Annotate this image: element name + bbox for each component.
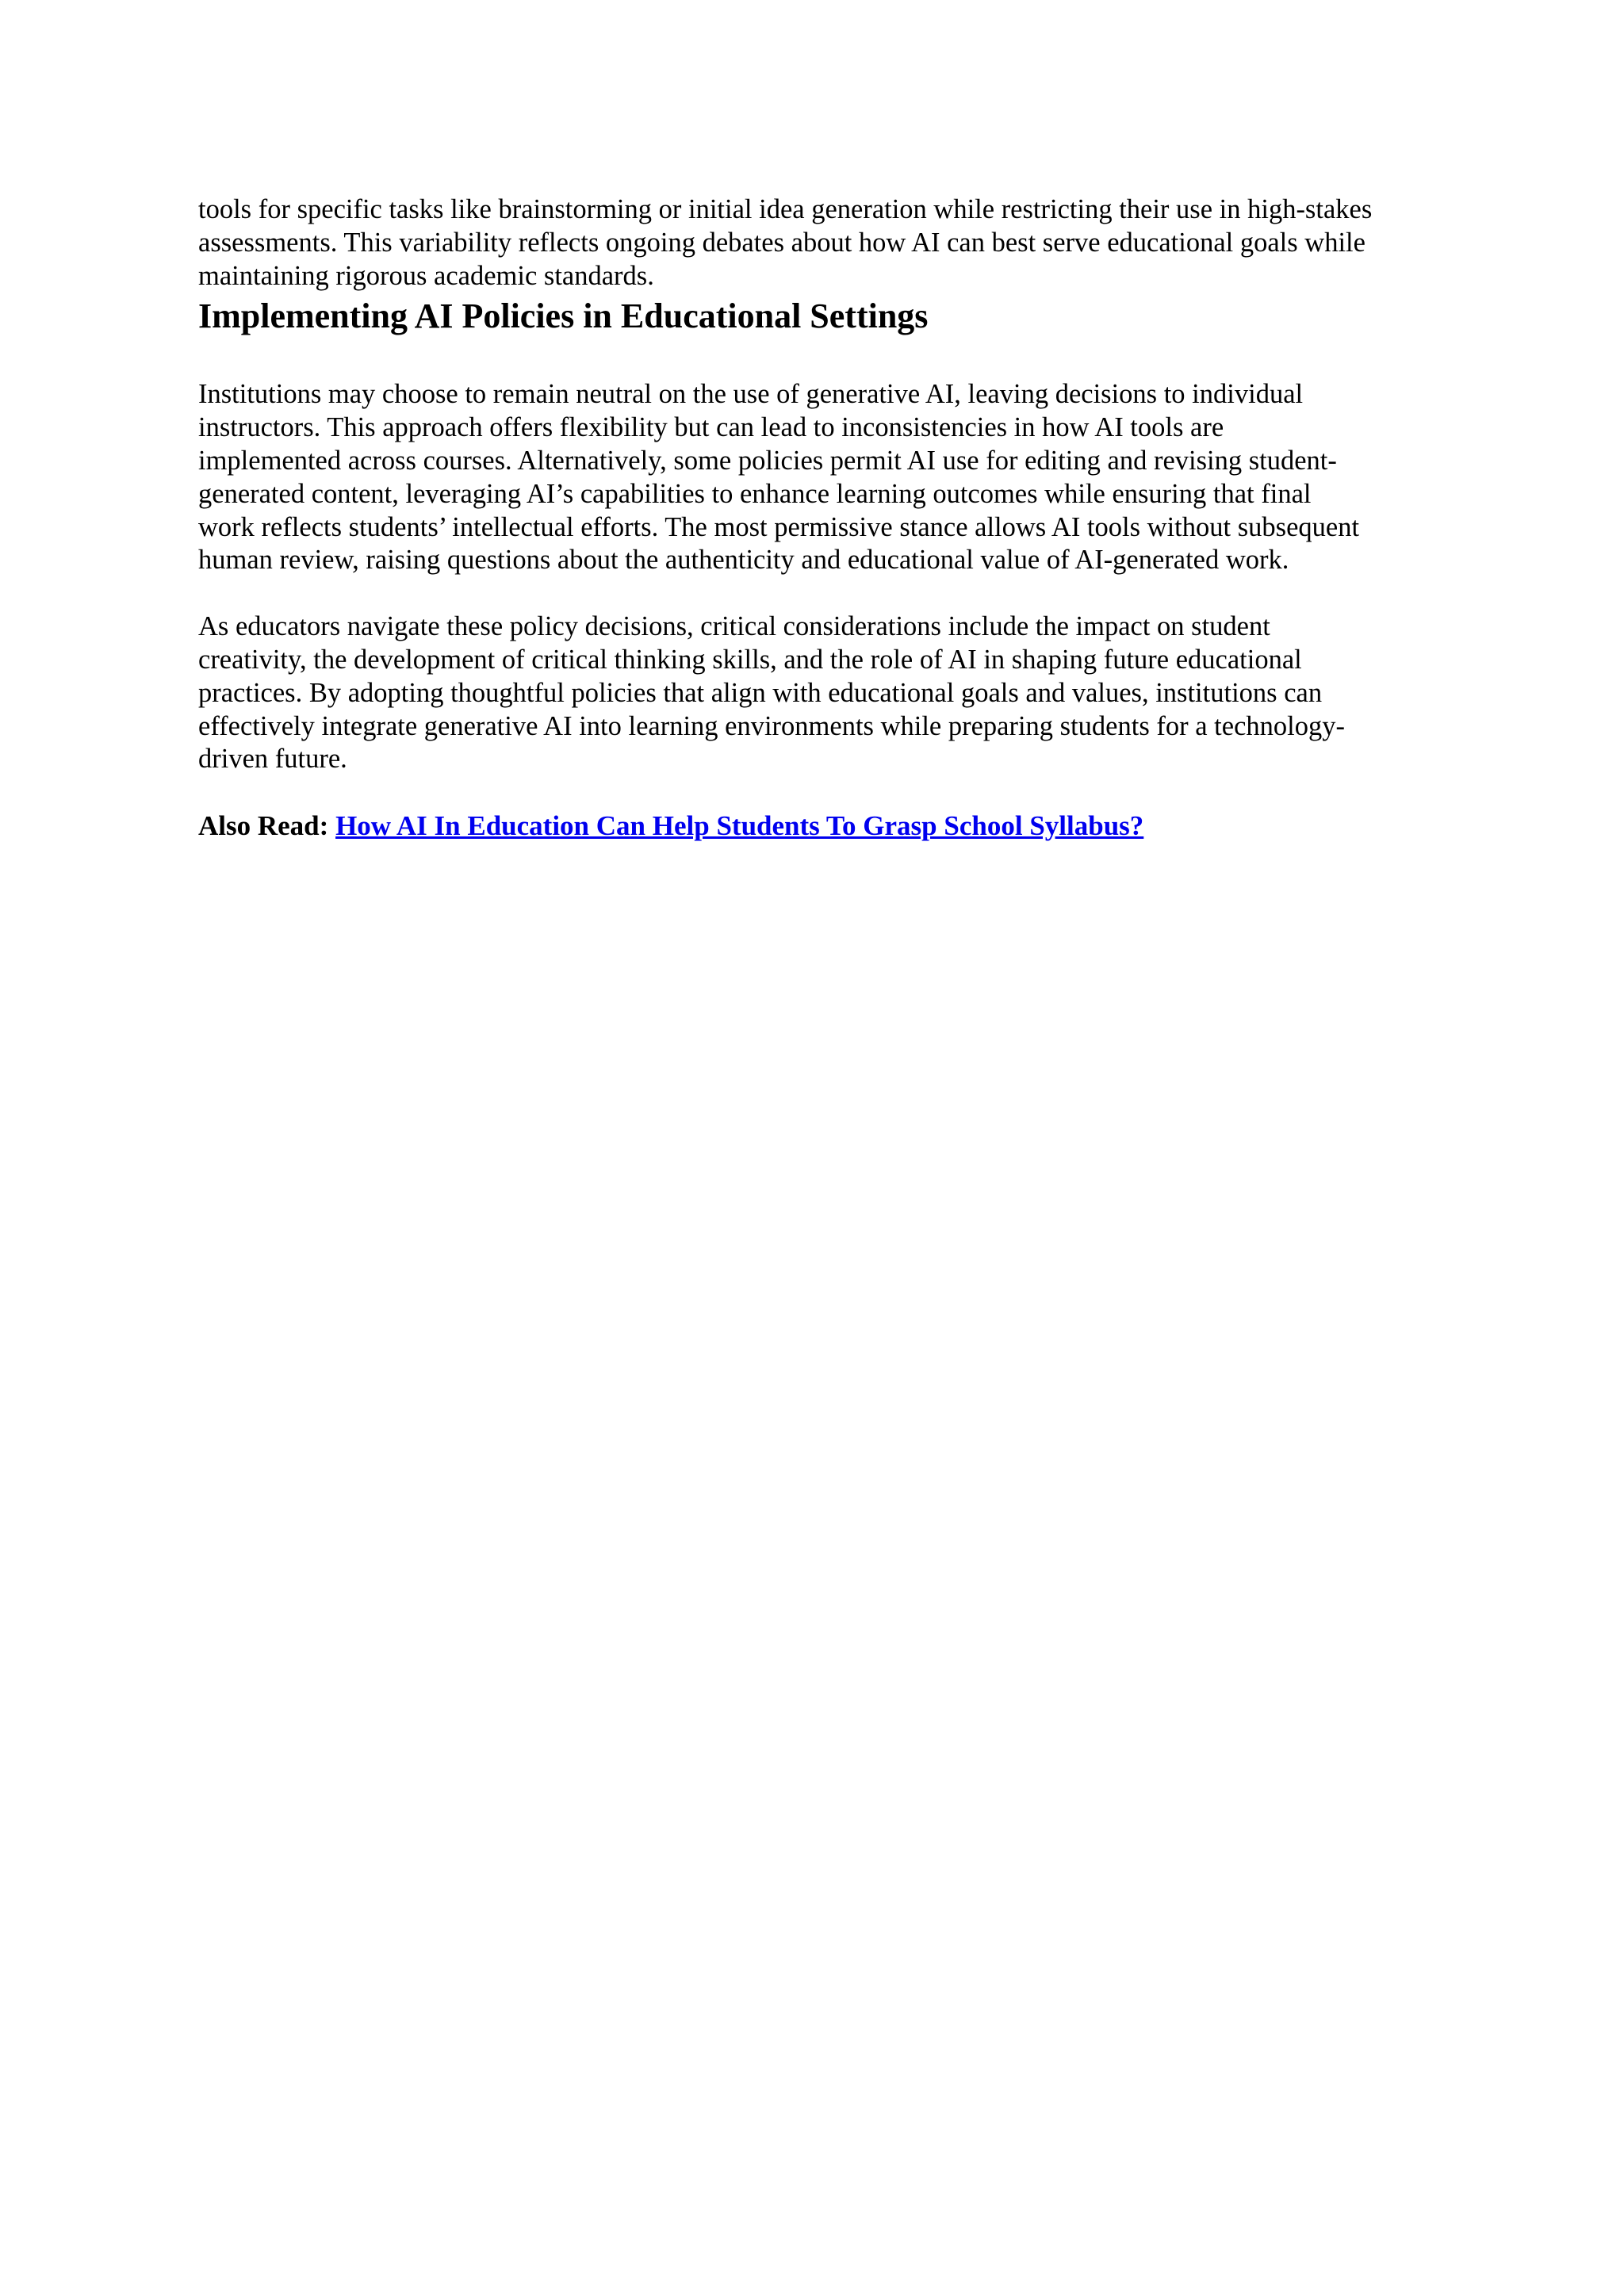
also-read-link[interactable]: How AI In Education Can Help Students To Grasp School Syllabus? — [335, 810, 1144, 842]
also-read-line — [198, 809, 1451, 843]
intro-paragraph: tools for specific tasks like brainstorming or initial idea generation while restricting their use in high-stakes assessments. This variability reflects ongoing debates about how AI can best serve educational goals while maintaining rigorous academic standards. — [198, 194, 1373, 291]
also-read-label: Also Read: — [198, 810, 336, 842]
body-paragraph-considerations: As educators navigate these policy decisions, critical considerations include the impact on student creativity, the development of critical thinking skills, and the role of AI in shaping future educational practices. By adopting thoughtful policies that align with educational goals and values, institutions can effectively integrate generative AI into learning environments while preparing students for a technology- driven future. — [198, 611, 1345, 775]
section-heading: Implementing AI Policies in Educational Settings — [198, 297, 929, 336]
document-page — [198, 193, 1451, 843]
spacer — [198, 339, 1451, 378]
body-paragraph-policies: Institutions may choose to remain neutral on the use of generative AI, leaving decisions to individual instructors. This approach offers flexibility but can lead to inconsistencies in how AI tools are implemented across courses. Alternatively, some policies permit AI use for editing and revising student- generated content, leveraging AI’s capabilities to enhance learning outcomes while ensuring that final work reflects students’ intellectual efforts. The most permissive stance allows AI tools without subsequent human review, raising questions about the authenticity and educational value of AI-generated work. — [198, 379, 1360, 576]
spacer — [198, 776, 1451, 809]
spacer — [198, 577, 1451, 610]
